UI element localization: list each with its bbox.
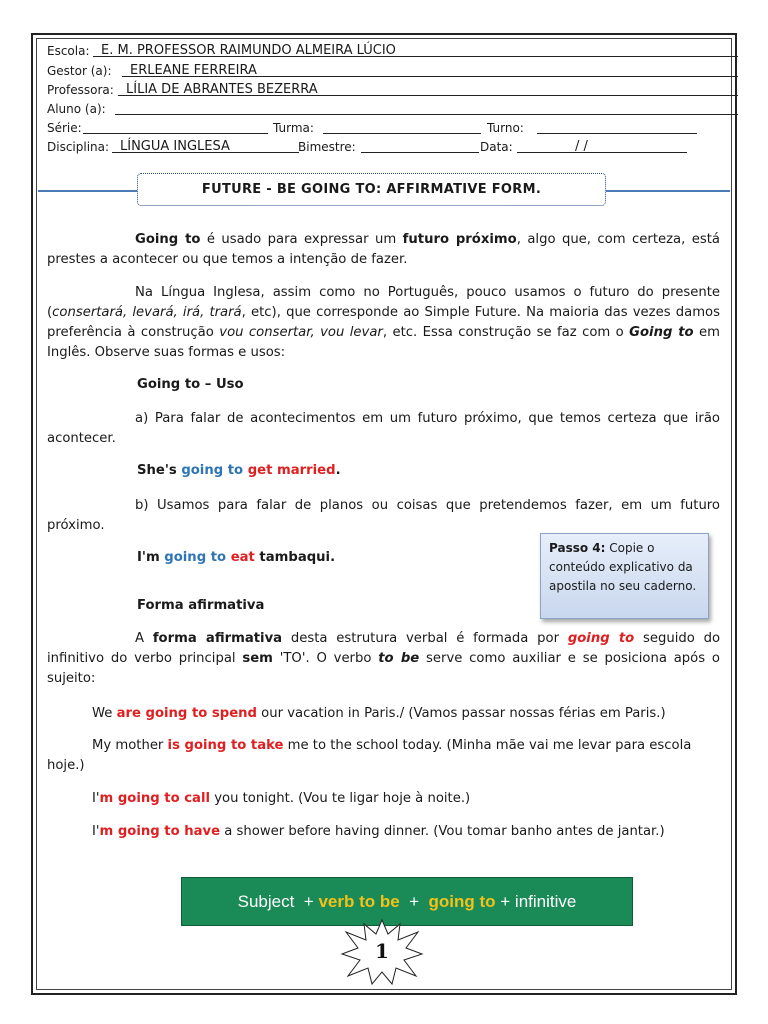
page-number: 1 [375, 939, 389, 963]
uso-heading: Going to – Uso [137, 377, 244, 392]
intro-paragraph-2: Na Língua Inglesa, assim como no Português, pouco usamos o futuro do presente (consertará, levará, irá, trará, etc), que corresponde ao Simple Future. Na maioria das vezes damos preferência à construção vou consertar, vou levar, etc. Essa construção se faz com o Going to em Inglês. Observe suas formas e usos: [47, 285, 721, 360]
page-number-starburst [340, 918, 424, 986]
example-im-going: I'm going to eat tambaqui. [137, 550, 336, 565]
serie-field[interactable] [83, 121, 268, 134]
escola-field[interactable]: E. M. PROFESSOR RAIMUNDO ALMEIRA LÚCIO [93, 44, 738, 57]
bimestre-field[interactable] [361, 140, 479, 153]
serie-label: Série: [47, 121, 82, 135]
turno-field[interactable] [537, 121, 697, 134]
header-aluno-row [47, 102, 707, 116]
page-title: FUTURE - BE GOING TO: AFFIRMATIVE FORM. [137, 173, 606, 206]
structure-formula-banner: Subject + verb to be + going to + infinitive [181, 877, 633, 926]
example-she-going: She's going to get married. [137, 463, 341, 478]
data-label: Data: [480, 140, 513, 154]
header-serie-row [47, 121, 707, 135]
note-label: Passo 4: [549, 541, 606, 555]
disciplina-field[interactable]: LÍNGUA INGLESA [112, 140, 299, 153]
header-gestor-row [47, 64, 707, 78]
professora-label: Professora: [47, 83, 114, 97]
turma-label: Turma: [273, 121, 314, 135]
note-text: Copie o conteúdo explicativo da apostila no seu caderno. [549, 541, 697, 593]
gestor-label: Gestor (a): [47, 64, 112, 78]
bimestre-label: Bimestre: [298, 140, 356, 154]
aluno-field[interactable] [115, 102, 738, 115]
going-to-bold: Going to [135, 232, 201, 247]
example-sentence: I'm going to call you tonight. (Vou te ligar hoje à noite.) [92, 791, 471, 806]
uso-item-a: a) Para falar de acontecimentos em um futuro próximo, que temos certeza que irão acontecer. [47, 411, 720, 446]
example-sentence: We are going to spend our vacation in Paris./ (Vamos passar nossas férias em Paris.) [92, 706, 666, 721]
gestor-field[interactable]: ERLEANE FERREIRA [122, 64, 738, 77]
turma-field[interactable] [323, 121, 481, 134]
intro-paragraph-1: Going to é usado para expressar um futuro próximo, algo que, com certeza, está prestes a acontecer ou que temos a intenção de fazer. [47, 232, 720, 267]
header-escola-row [47, 44, 707, 58]
aluno-label: Aluno (a): [47, 102, 106, 116]
example-sentence: I'm going to have a shower before having dinner. (Vou tomar banho antes de jantar.) [92, 824, 665, 839]
turno-label: Turno: [487, 121, 524, 135]
professora-field[interactable]: LÍLIA DE ABRANTES BEZERRA [118, 83, 738, 96]
header-disciplina-row [47, 140, 707, 154]
forma-paragraph: A forma afirmativa desta estrutura verbal é formada por going to seguido do infinitivo do verbo principal sem 'TO'. O verbo to be serve como auxiliar e se posiciona após o sujeito: [47, 631, 721, 686]
title-rule-left [38, 190, 138, 192]
header-professora-row [47, 83, 707, 97]
uso-item-b: b) Usamos para falar de planos ou coisas que pretendemos fazer, em um futuro próximo. [47, 498, 720, 533]
passo-4-note [540, 533, 709, 619]
example-sentence: My mother is going to take me to the school today. (Minha mãe vai me levar para escola hoje.) [47, 738, 692, 773]
escola-label: Escola: [47, 44, 90, 58]
title-rule-right [606, 190, 730, 192]
forma-heading: Forma afirmativa [137, 598, 265, 613]
disciplina-label: Disciplina: [47, 140, 110, 154]
data-field[interactable]: / / [517, 140, 687, 153]
